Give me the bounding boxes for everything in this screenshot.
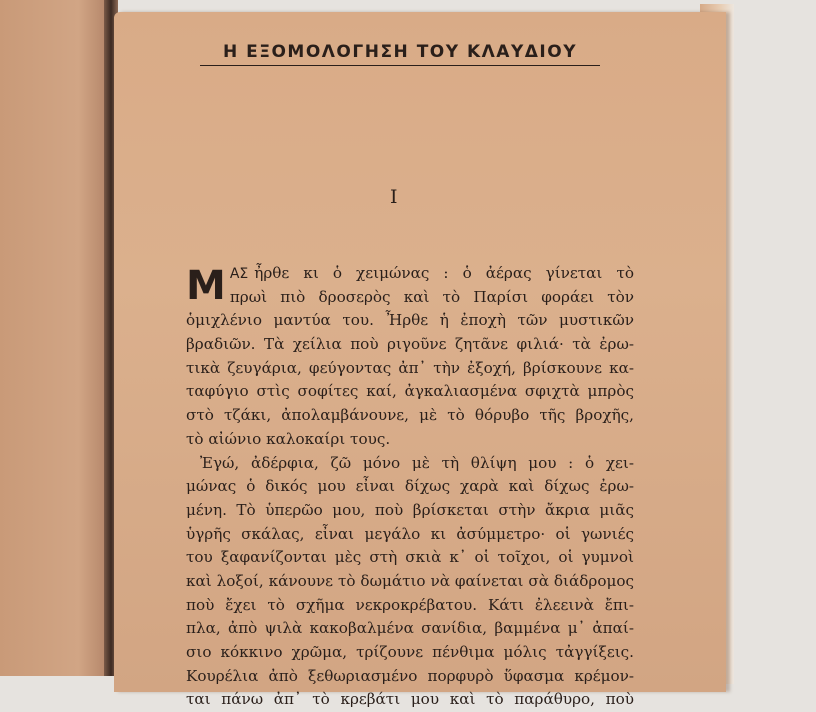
drop-cap: Μ [186,266,226,306]
text-line: ὁμιχλένιο μαντύα του. Ἦρθε ἡ ἐποχὴ τῶν μυστικῶν [186,309,634,333]
text-line: βραδιῶν. Τὰ χείλια ποὺ ριγοῦνε ζητᾶνε φιλιά· τὰ ἐρω- [186,333,634,357]
small-caps: ΑΣ [230,266,248,282]
text-line: πρωὶ πιὸ δροσερὸς καὶ τὸ Παρίσι φοράει τὸν [230,286,634,310]
text-line: ΑΣ ἦρθε κι ὁ χειμώνας : ὁ ἀέρας γίνεται τὸ [230,262,634,286]
paragraph-2 [186,452,634,712]
text-line: στὸ τζάκι, ἀπολαμβάνουνε, μὲ τὸ θόρυβο τῆς βροχῆς, [186,404,634,428]
text-line: ται πάνω ἀπ᾿ τὸ κρεβάτι μου καὶ τὸ παράθυρο, ποὺ [186,688,634,712]
text-line: ποὺ ἔχει τὸ σχῆμα νεκροκρέβατου. Κάτι ἐλεεινὰ ἔπι- [186,594,634,618]
text-line: καὶ λοξοί, κάνουνε τὸ δωμάτιο νὰ φαίνεται σὰ διάδρομος [186,570,634,594]
text-line: μώνας ὁ δικός μου εἶναι δίχως χαρὰ καὶ δίχως ἐρω- [186,475,634,499]
text-line: ταφύγιο στὶς σοφίτες καί, ἀγκαλιασμένα σφιχτὰ μπρὸς [186,380,634,404]
running-head: Η ΕΞΟΜΟΛΟΓΗΣΗ ΤΟΥ ΚΛΑΥΔΙΟΥ [200,42,600,66]
paragraph-1 [186,262,634,452]
left-page [0,0,112,676]
text-line: Κουρέλια ἀπὸ ξεθωριασμένο πορφυρὸ ὕφασμα κρέμον- [186,665,634,689]
text-line: Ἐγώ, ἀδέρφια, ζῶ μόνο μὲ τὴ θλίψη μου : ὁ χει- [186,452,634,476]
text-line: πλα, ἀπὸ ψιλὰ κακοβαλμένα σανίδια, βαμμένα μ᾿ ἀπαί- [186,617,634,641]
text-line: τικὰ ζευγάρια, φεύγοντας ἀπ᾿ τὴν ἐξοχή, βρίσκουνε κα- [186,357,634,381]
text-line: ὑγρῆς σκάλας, εἶναι μεγάλο κι ἀσύμμετρο· οἱ γωνιές [186,523,634,547]
body-text [186,262,634,712]
text-line: μένη. Τὸ ὑπερῶο μου, ποὺ βρίσκεται στὴν ἄκρια μιᾶς [186,499,634,523]
text-line: τὸ αἰώνιο καλοκαίρι τους. [186,428,634,452]
text-line: σιο κόκκινο χρῶμα, τρίζουνε πένθιμα μόλις τἀγγίξεις. [186,641,634,665]
chapter-number: I [390,186,398,208]
text-line: του ξαφανίζονται μὲς στὴ σκιὰ κ᾿ οἱ τοῖχοι, οἱ γυμνοὶ [186,546,634,570]
